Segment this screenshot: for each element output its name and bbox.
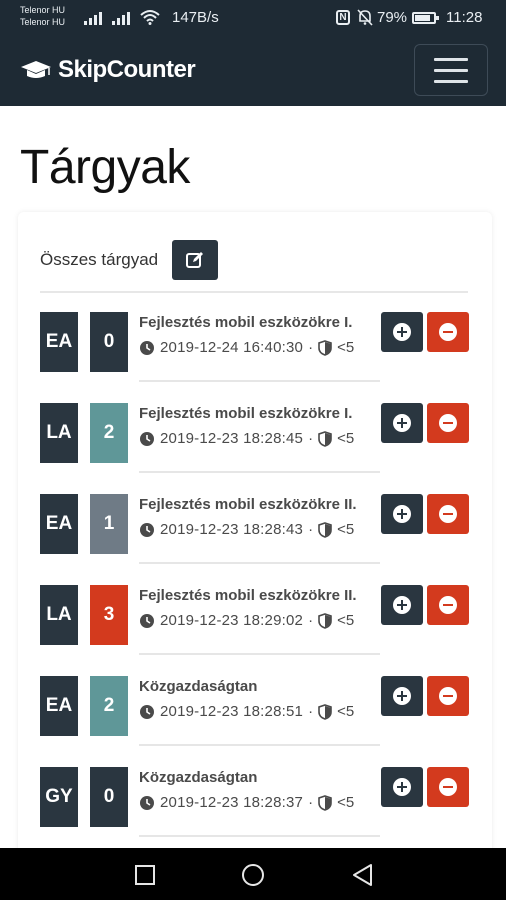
brand-name: SkipCounter xyxy=(58,56,196,83)
divider xyxy=(40,291,468,293)
shield-icon xyxy=(318,522,332,538)
skip-count-badge: 3 xyxy=(90,585,128,645)
circle-icon[interactable] xyxy=(241,863,265,887)
clock-icon xyxy=(139,522,155,538)
add-skip-button[interactable] xyxy=(381,312,423,352)
wifi-icon xyxy=(140,9,160,25)
clock-icon xyxy=(139,431,155,447)
skip-count-badge: 2 xyxy=(90,676,128,736)
subject-row xyxy=(40,676,468,736)
remove-skip-button[interactable] xyxy=(427,676,469,716)
plus-circle-icon xyxy=(393,414,411,432)
divider xyxy=(139,744,380,746)
minus-circle-icon xyxy=(439,414,457,432)
shield-icon xyxy=(318,613,332,629)
data-speed: 147B/s xyxy=(172,9,219,26)
clock-icon xyxy=(139,340,155,356)
clock-icon xyxy=(139,704,155,720)
graduation-cap-icon xyxy=(20,60,52,80)
class-type-badge: EA xyxy=(40,676,78,736)
skip-limit: <5 xyxy=(337,794,355,811)
remove-skip-button[interactable] xyxy=(427,494,469,534)
subject-name: Fejlesztés mobil eszközökre II. xyxy=(139,587,357,604)
square-icon[interactable] xyxy=(134,864,156,886)
carrier-names xyxy=(20,4,65,28)
menu-toggle-button[interactable] xyxy=(414,44,488,96)
minus-circle-icon xyxy=(439,596,457,614)
meta-separator: · xyxy=(308,612,314,629)
meta-separator: · xyxy=(308,521,314,538)
battery-percent: 79% xyxy=(377,9,408,26)
brand-link[interactable] xyxy=(20,56,195,84)
skip-count-badge: 0 xyxy=(90,767,128,827)
subject-row xyxy=(40,494,468,554)
clock-icon xyxy=(139,795,155,811)
subject-meta xyxy=(139,521,354,538)
carrier-1: Telenor HU xyxy=(20,5,66,15)
divider xyxy=(139,835,380,837)
add-skip-button[interactable] xyxy=(381,403,423,443)
skip-limit: <5 xyxy=(337,339,355,356)
subject-row xyxy=(40,312,468,372)
add-skip-button[interactable] xyxy=(381,767,423,807)
meta-separator: · xyxy=(308,430,314,447)
meta-separator: · xyxy=(308,703,314,720)
minus-circle-icon xyxy=(439,687,457,705)
shield-icon xyxy=(318,431,332,447)
remove-skip-button[interactable] xyxy=(427,312,469,352)
remove-skip-button[interactable] xyxy=(427,767,469,807)
meta-separator: · xyxy=(308,794,314,811)
carrier-2: Telenor HU xyxy=(20,17,66,27)
add-skip-button[interactable] xyxy=(381,676,423,716)
card-header xyxy=(40,240,218,280)
skip-count-badge: 2 xyxy=(90,403,128,463)
clock-icon xyxy=(139,613,155,629)
subject-row xyxy=(40,403,468,463)
skip-limit: <5 xyxy=(337,612,355,629)
last-skip-date: 2019-12-23 18:28:37 xyxy=(160,794,304,811)
system-nav-bar xyxy=(0,848,506,900)
plus-circle-icon xyxy=(393,778,411,796)
navbar xyxy=(0,36,506,106)
page-title: Tárgyak xyxy=(20,141,190,194)
class-type-badge: EA xyxy=(40,494,78,554)
minus-circle-icon xyxy=(439,778,457,796)
clock: 11:28 xyxy=(446,9,483,26)
divider xyxy=(139,380,380,382)
remove-skip-button[interactable] xyxy=(427,585,469,625)
minus-circle-icon xyxy=(439,323,457,341)
meta-separator: · xyxy=(308,339,314,356)
last-skip-date: 2019-12-23 18:29:02 xyxy=(160,612,304,629)
class-type-badge: LA xyxy=(40,403,78,463)
skip-count-badge: 0 xyxy=(90,312,128,372)
plus-circle-icon xyxy=(393,323,411,341)
class-type-badge: GY xyxy=(40,767,78,827)
divider xyxy=(139,562,380,564)
status-bar xyxy=(0,0,506,36)
edit-subjects-button[interactable] xyxy=(172,240,218,280)
remove-skip-button[interactable] xyxy=(427,403,469,443)
last-skip-date: 2019-12-23 18:28:45 xyxy=(160,430,304,447)
subject-meta xyxy=(139,430,354,447)
subject-meta xyxy=(139,339,354,356)
battery-icon xyxy=(412,12,436,24)
card-header-label: Összes tárgyad xyxy=(40,250,159,269)
plus-circle-icon xyxy=(393,687,411,705)
nfc-icon: N xyxy=(336,10,350,25)
subject-row xyxy=(40,585,468,645)
divider xyxy=(139,471,380,473)
skip-limit: <5 xyxy=(337,430,355,447)
subject-meta xyxy=(139,612,354,629)
subject-meta xyxy=(139,794,354,811)
add-skip-button[interactable] xyxy=(381,585,423,625)
edit-icon xyxy=(185,250,205,270)
divider xyxy=(139,653,380,655)
shield-icon xyxy=(318,340,332,356)
subject-name: Fejlesztés mobil eszközökre I. xyxy=(139,405,353,422)
subject-name: Közgazdaságtan xyxy=(139,769,258,786)
subject-row xyxy=(40,767,468,827)
shield-icon xyxy=(318,704,332,720)
class-type-badge: LA xyxy=(40,585,78,645)
shield-icon xyxy=(318,795,332,811)
last-skip-date: 2019-12-23 18:28:51 xyxy=(160,703,304,720)
hamburger-menu-icon xyxy=(434,58,468,61)
subject-name: Fejlesztés mobil eszközökre II. xyxy=(139,496,357,513)
subject-name: Közgazdaságtan xyxy=(139,678,258,695)
skip-count-badge: 1 xyxy=(90,494,128,554)
triangle-back-icon[interactable] xyxy=(351,863,373,887)
minus-circle-icon xyxy=(439,505,457,523)
plus-circle-icon xyxy=(393,505,411,523)
subject-meta xyxy=(139,703,354,720)
skip-limit: <5 xyxy=(337,703,355,720)
subject-name: Fejlesztés mobil eszközökre I. xyxy=(139,314,353,331)
last-skip-date: 2019-12-23 18:28:43 xyxy=(160,521,304,538)
bell-muted-icon xyxy=(357,9,373,26)
class-type-badge: EA xyxy=(40,312,78,372)
skip-limit: <5 xyxy=(337,521,355,538)
last-skip-date: 2019-12-24 16:40:30 xyxy=(160,339,304,356)
plus-circle-icon xyxy=(393,596,411,614)
add-skip-button[interactable] xyxy=(381,494,423,534)
signal-2-icon xyxy=(112,11,130,25)
signal-1-icon xyxy=(84,11,102,25)
